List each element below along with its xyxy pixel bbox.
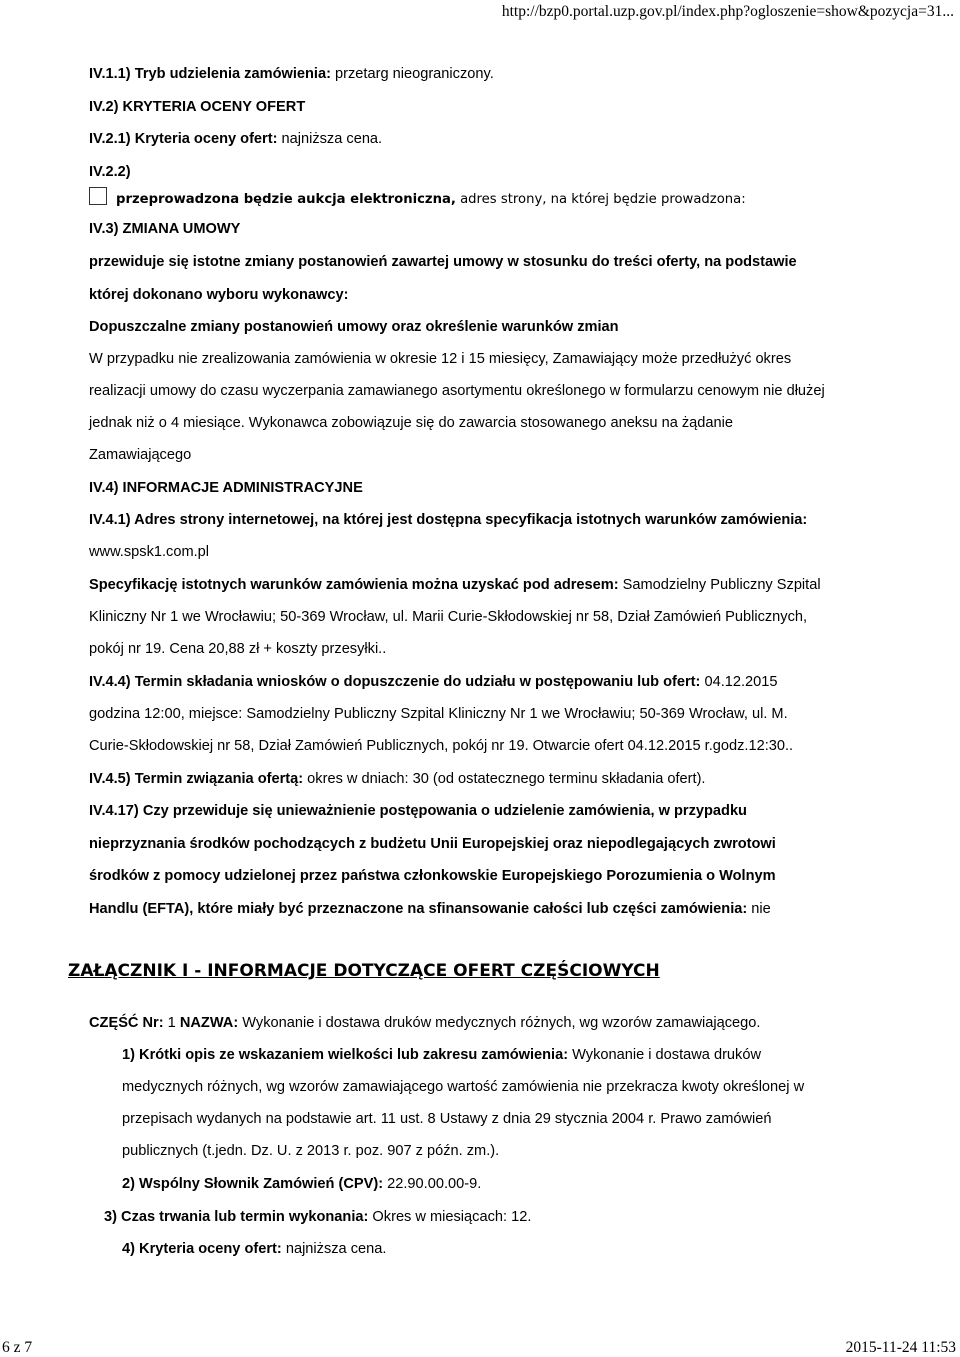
zmiany-text-1: W przypadku nie zrealizowania zamówienia w okresie 12 i 15 miesięcy, Zamawiający może przedłużyć okres <box>89 351 792 367</box>
uniewaznienie-3: środków z pomocy udzielonej przez państwa członkowskie Europejskiego Porozumienia o Wolnym <box>89 868 776 884</box>
termin-zwiazania: IV.4.5) Termin związania ofertą: okres w dniach: 30 (od ostatecznego terminu składania ofert). <box>89 771 706 787</box>
krotki-opis-1: 1) Krótki opis ze wskazaniem wielkości lub zakresu zamówienia: Wykonanie i dostawa druków <box>122 1047 762 1063</box>
page-number: 6 z 7 <box>2 1339 33 1356</box>
dopuszczalne-zmiany: Dopuszczalne zmiany postanowień umowy oraz określenie warunków zmian <box>89 319 619 335</box>
zmiany-line1: przewiduje się istotne zmiany postanowień zawartej umowy w stosunku do treści oferty, na podstawie <box>89 254 797 270</box>
tryb-udzielenia: IV.1.1) Tryb udzielenia zamówienia: przetarg nieograniczony. <box>89 66 494 82</box>
uniewaznienie-2: nieprzyznania środków pochodzących z budżetu Unii Europejskiej oraz niepodlegających zwrotowi <box>89 836 776 852</box>
zmiany-text-2: realizacji umowy do czasu wyczerpania zamawianego asortymentu określonego w formularzu cenowym nie dłużej <box>89 383 825 399</box>
specyfikacja-3: pokój nr 19. Cena 20,88 zł + koszty przesyłki.. <box>89 641 387 657</box>
section-iv22: IV.2.2) <box>89 164 131 180</box>
zmiana-umowy-heading: IV.3) ZMIANA UMOWY <box>89 221 241 237</box>
zmiany-line2: której dokonano wyboru wykonawcy: <box>89 287 349 303</box>
termin-skladania-2: godzina 12:00, miejsce: Samodzielny Publiczny Szpital Kliniczny Nr 1 we Wrocławiu; 50-369 Wrocław, ul. M. <box>89 706 788 722</box>
page-url: http://bzp0.portal.uzp.gov.pl/index.php?ogloszenie=show&pozycja=31... <box>501 3 954 20</box>
informacje-admin-heading: IV.4) INFORMACJE ADMINISTRACYJNE <box>89 480 363 496</box>
termin-skladania-3: Curie-Skłodowskiej nr 58, Dział Zamówień Publicznych, pokój nr 19. Otwarcie ofert 04.12.2015 r.godz.12:30.. <box>89 738 794 754</box>
krotki-opis-4: publicznych (t.jedn. Dz. U. z 2013 r. poz. 907 z późn. zm.). <box>122 1143 500 1159</box>
adres-strony: IV.4.1) Adres strony internetowej, na której jest dostępna specyfikacja istotnych warunków zamówienia: <box>89 512 808 528</box>
aukcja-text: przeprowadzona będzie aukcja elektroniczna, adres strony, na której będzie prowadzona: <box>116 192 746 207</box>
print-datetime: 2015-11-24 11:53 <box>845 1339 956 1356</box>
kryteria-oceny: IV.2.1) Kryteria oceny ofert: najniższa cena. <box>89 131 383 147</box>
krotki-opis-2: medycznych różnych, wg wzorów zamawiającego wartość zamówienia nie przekracza kwoty określonej w <box>122 1079 805 1095</box>
website-link[interactable]: www.spsk1.com.pl <box>89 544 210 560</box>
czesc-nazwa: CZĘŚĆ Nr: 1 NAZWA: Wykonanie i dostawa druków medycznych różnych, wg wzorów zamawiającego. <box>89 1015 761 1031</box>
cpv-code: 2) Wspólny Słownik Zamówień (CPV): 22.90.00.00-9. <box>122 1176 482 1192</box>
specyfikacja-2: Kliniczny Nr 1 we Wrocławiu; 50-369 Wrocław, ul. Marii Curie-Skłodowskiej nr 58, Dział Zamówień Publicznych, <box>89 609 808 625</box>
uniewaznienie-4: Handlu (EFTA), które miały być przeznaczone na sfinansowanie całości lub części zamówienia: nie <box>89 901 771 917</box>
zmiany-text-3: jednak niż o 4 miesiące. Wykonawca zobowiązuje się do zawarcia stosowanego aneksu na żądanie <box>89 415 733 431</box>
uniewaznienie-1: IV.4.17) Czy przewiduje się unieważnienie postępowania o udzielenie zamówienia, w przypadku <box>89 803 747 819</box>
zmiany-text-4: Zamawiającego <box>89 447 192 463</box>
kryteria-heading: IV.2) KRYTERIA OCENY OFERT <box>89 99 306 115</box>
krotki-opis-3: przepisach wydanych na podstawie art. 11 ust. 8 Ustawy z dnia 29 stycznia 2004 r. Prawo zamówień <box>122 1111 772 1127</box>
aukcja-checkbox <box>89 187 107 205</box>
attachment-title: ZAŁĄCZNIK I - INFORMACJE DOTYCZĄCE OFERT CZĘŚCIOWYCH <box>68 961 660 981</box>
specyfikacja-1: Specyfikację istotnych warunków zamówienia można uzyskać pod adresem: Samodzielny Publiczny Szpital <box>89 577 821 593</box>
czas-trwania: 3) Czas trwania lub termin wykonania: Okres w miesiącach: 12. <box>104 1209 532 1225</box>
kryteria-czesc: 4) Kryteria oceny ofert: najniższa cena. <box>122 1241 387 1257</box>
termin-skladania: IV.4.4) Termin składania wniosków o dopuszczenie do udziału w postępowaniu lub ofert: 04.12.2015 <box>89 674 778 690</box>
